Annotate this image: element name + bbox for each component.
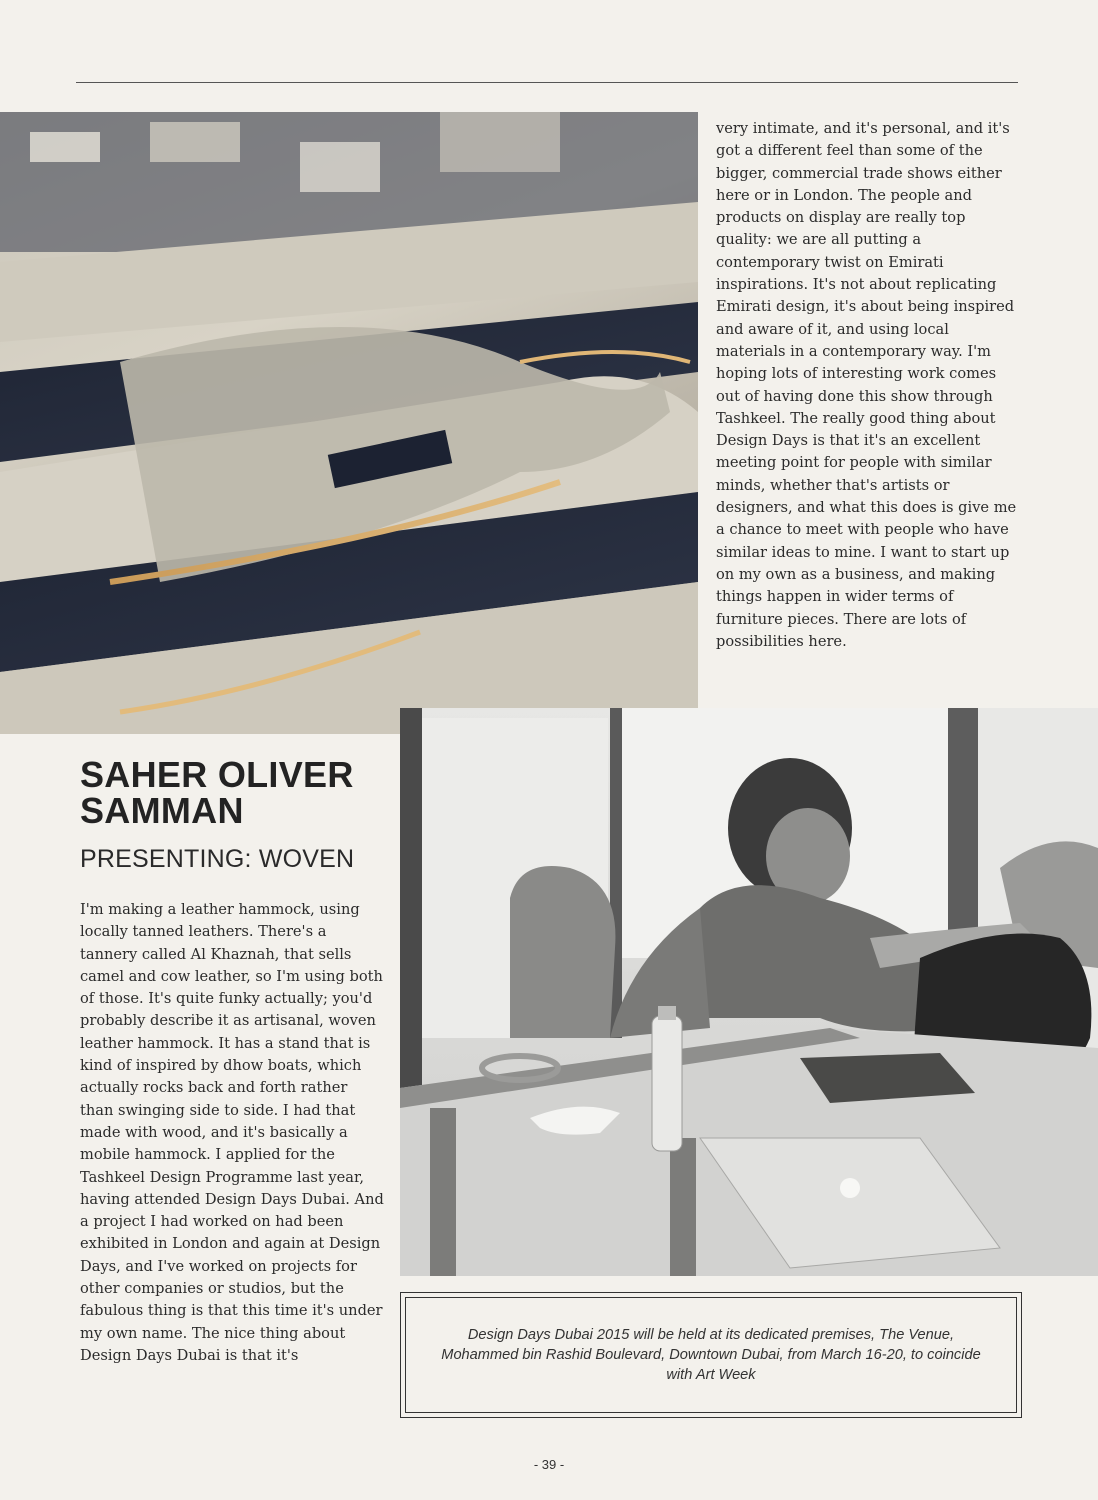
page-number: - 39 - bbox=[533, 1457, 565, 1472]
designer-name-heading: SAHER OLIVER SAMMAN bbox=[80, 754, 354, 831]
designer-photo bbox=[400, 708, 1098, 1276]
hammock-photo bbox=[0, 112, 698, 734]
article-left-column bbox=[80, 899, 385, 1367]
article-left-paragraph: I'm making a leather hammock, using locally tanned leathers. There's a tannery called Al Khaznah, that sells camel and cow leather, so I'm using both of those. It's quite funky actually; you'd probably describe it as artisanal, woven leather hammock. It has a stand that is kind of inspired by dhow boats, which actually rocks back and forth rather than swinging side to side. I had that made with wood, and it's basically a mobile hammock. I applied for the Tashkeel Design Programme last year, having attended Design Days Dubai. And a project I had worked on had been exhibited in London and again at Design Days, and I've worked on projects for other companies or studios, but the fabulous thing is that this time it's under my own name. The nice thing about Design Days Dubai is that it's bbox=[80, 901, 384, 1364]
article-right-column bbox=[716, 118, 1021, 653]
caption-box bbox=[400, 1292, 1022, 1418]
caption-text: Design Days Dubai 2015 will be held at its dedicated premises, The Venue, Mohammed bin Rashid Boulevard, Downtown Dubai, from March 16-20, to coincide with Art Week bbox=[441, 1327, 981, 1383]
hammock-photo-drawing bbox=[0, 112, 698, 734]
designer-photo-drawing bbox=[400, 708, 1098, 1276]
article-right-paragraph: very intimate, and it's personal, and it's got a different feel than some of the bigger, commercial trade shows either here or in London. The people and products on display are really top quality: we are all putting a contemporary twist on Emirati inspirations. It's not about replicating Emirati design, it's about being inspired and aware of it, and using local materials in a contemporary way. I'm hoping lots of interesting work comes out of having done this show through Tashkeel. The really good thing about Design Days is that it's an excellent meeting point for people with similar minds, whether that's artists or designers, and what this does is give me a chance to meet with people who have similar ideas to mine. I want to start up on my own as a business, and making things happen in wider terms of furniture pieces. There are lots of possibilities here. bbox=[716, 120, 1017, 650]
caption-box-inner bbox=[405, 1297, 1017, 1413]
top-rule bbox=[76, 82, 1018, 83]
presenting-subheading: PRESENTING: WOVEN bbox=[80, 845, 355, 873]
